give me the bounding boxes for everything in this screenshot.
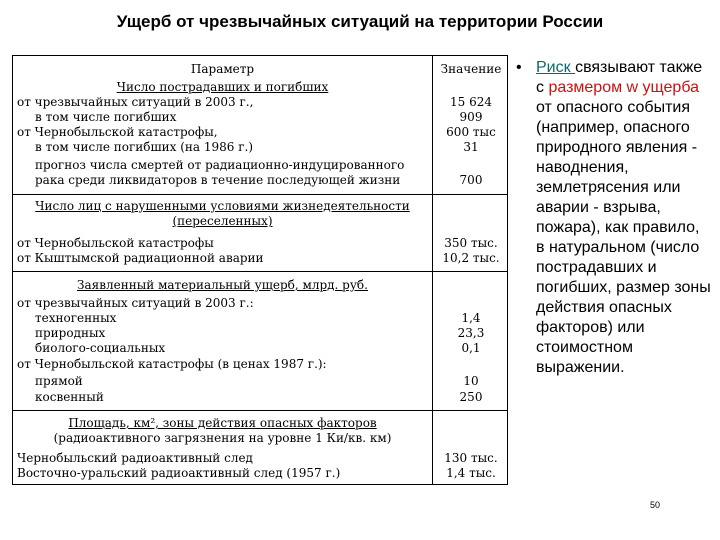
section2-heading: Число лиц с нарушенными условиями жизнедеятельности <box>35 199 410 213</box>
section1-heading: Число пострадавших и погибших <box>116 80 329 94</box>
table-row-label: техногенных <box>35 311 117 325</box>
bullet-marker: • <box>516 59 522 76</box>
table-row-label: от Чернобыльской катастрофы (в ценах 1987 г.): <box>17 357 327 371</box>
table-row-value: 909 <box>459 110 483 124</box>
slide-title: Ущерб от чрезвычайных ситуаций на территории России <box>116 12 604 31</box>
table-row-value: 130 тыс. <box>444 451 498 465</box>
table-row-label: прогноз числа смертей от радиационно-индуцированного <box>35 158 405 172</box>
damage-table <box>12 55 508 485</box>
table-row-label: от Кыштымской радиационной аварии <box>17 251 264 265</box>
table-row-label: природных <box>35 326 106 340</box>
table-row-label: от чрезвычайных ситуаций в 2003 г., <box>17 95 254 109</box>
table-row-value: 23,3 <box>457 326 485 340</box>
table-row-label: рака среди ликвидаторов в течение последующей жизни <box>35 173 401 187</box>
table-row-value: 1,4 тыс. <box>446 466 496 480</box>
table-row-label: Восточно-уральский радиоактивный след (1957 г.) <box>17 466 341 480</box>
table-row-label: в том числе погибших <box>35 110 177 124</box>
table-row-value: 0,1 <box>461 341 481 355</box>
section-divider <box>13 194 507 195</box>
bullet-part2: от опасного события (например, опасного природного явления - наводнения, землетрясения или аварии - взрыва, пожара), как правило, в натуральном (число пострадавших и погибших, размер зоны действия опасных факторов) или стоимостном выражении. <box>536 99 711 376</box>
table-row-value: 700 <box>459 173 483 187</box>
page-number: 50 <box>650 500 661 510</box>
table-row-label: от Чернобыльской катастрофы <box>17 236 214 250</box>
table-row-value: 10,2 тыс. <box>442 251 500 265</box>
table-row-value: 350 тыс. <box>444 236 498 250</box>
table-row-label: от Чернобыльской катастрофы, <box>17 125 218 139</box>
table-row-value: 1,4 <box>461 311 481 325</box>
header-value: Значение <box>440 62 502 76</box>
risk-bullet <box>516 58 712 378</box>
risk-link[interactable]: Риск <box>536 59 576 76</box>
table-row-label: в том числе погибших (на 1986 г.) <box>35 140 254 154</box>
table-row-value: 250 <box>459 390 483 404</box>
damage-size-highlight: размером w ущерба <box>548 79 700 96</box>
table-row-label: прямой <box>35 374 83 388</box>
table-row-value: 10 <box>463 374 479 388</box>
bullet-part1: связывают также с <box>536 59 703 96</box>
section-divider <box>13 410 507 411</box>
bullet-text <box>536 58 712 378</box>
table-row-label: от чрезвычайных ситуаций в 2003 г.: <box>17 296 254 310</box>
table-row-label: биолого-социальных <box>35 341 166 355</box>
section3-heading: Заявленный материальный ущерб, млрд. руб. <box>77 278 368 292</box>
section4-subheading: (радиоактивного загрязнения на уровне 1 Ки/кв. км) <box>53 431 392 445</box>
table-row-value: 31 <box>463 140 479 154</box>
table-row-value: 15 624 <box>450 95 492 109</box>
table-row-label: Чернобыльский радиоактивный след <box>17 451 253 465</box>
header-param: Параметр <box>190 62 255 76</box>
table-row-label: косвенный <box>35 390 104 404</box>
section4-heading: Площадь, км², зоны действия опасных факторов <box>68 416 377 430</box>
section-divider <box>13 271 507 272</box>
section2-subheading: (переселенных) <box>172 214 273 228</box>
table-row-value: 600 тыс <box>446 125 496 139</box>
